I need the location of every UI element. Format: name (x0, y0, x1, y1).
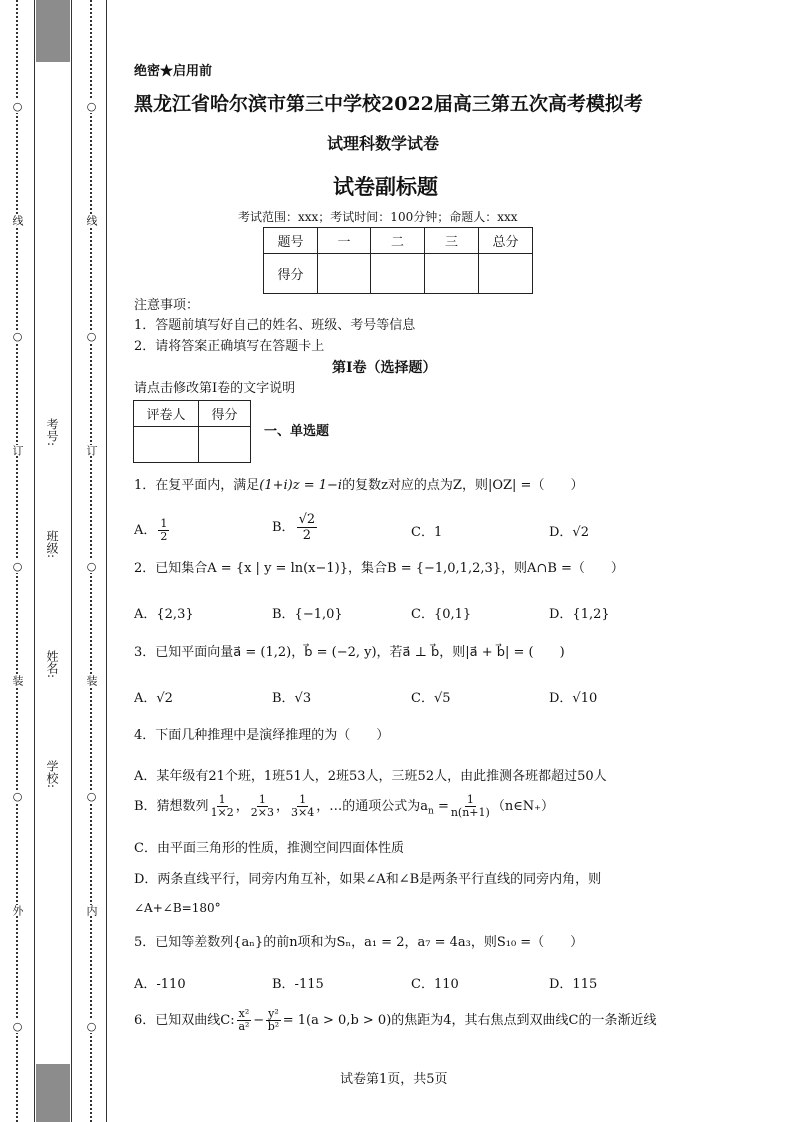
question-6: 6．已知双曲线C: $\frac{\text{x²}}{\text{a²}}$ − $\frac{\text{y²}}{\text{b²}}$ = 1(a > 0,b > 0)的焦距为4，其右焦点到双曲线C的一条渐近线 (134, 1007, 657, 1033)
cutline-label: 订 (85, 445, 98, 456)
q1-option-a[interactable]: A． $\frac{1}{2}$ (134, 517, 168, 543)
grader-label: 评卷人 (134, 401, 199, 427)
score-table-header: 题号 (264, 228, 318, 254)
q1-option-c[interactable]: C．1 (411, 525, 443, 540)
page-title: 黑龙江省哈尔滨市第三中学校2022届高三第五次高考模拟考 (134, 93, 643, 115)
page-footer: 试卷第1页，共5页 (340, 1072, 448, 1087)
q3-option-b[interactable]: B．√3 (272, 691, 312, 706)
grader-score-label: 得分 (199, 401, 251, 427)
cutline-label: 装 (85, 675, 98, 686)
cutline-label: ○ (11, 100, 24, 113)
grader-cell[interactable] (134, 427, 199, 463)
q1-option-d[interactable]: D．√2 (549, 525, 589, 540)
q4-option-b[interactable]: B．猜想数列 $\frac{1}{1\times 2}$ ， $\frac{1}{2\times 3}$ ， $\frac{1}{3\times 4}$ ，…的通项公式为$a_n$ = $\frac{1}{n(n+1)}$ （n∈N₊） (134, 793, 555, 819)
cutline-label: ○ (11, 330, 24, 343)
cutline-label: 线 (85, 215, 98, 226)
score-table-header: 二 (371, 228, 425, 254)
margin-border-right (71, 0, 72, 1122)
score-cell[interactable] (425, 254, 479, 294)
score-table-row-label: 得分 (264, 254, 318, 294)
question-1: 1．在复平面内，满足(1+i)z = 1−i的复数z对应的点为Z，则|OZ| =（ ） (134, 478, 584, 493)
score-table-header: 一 (318, 228, 371, 254)
q5-option-d[interactable]: D．115 (549, 977, 598, 992)
q5-option-c[interactable]: C．110 (411, 977, 459, 992)
cutline-label: ○ (85, 560, 98, 573)
field-class: 班级: (45, 530, 59, 559)
margin-gray-block-top (36, 0, 70, 62)
notice-item: 1．答题前填写好自己的姓名、班级、考号等信息 (134, 318, 416, 333)
score-table (263, 227, 533, 294)
question-5: 5．已知等差数列{aₙ}的前n项和为Sₙ，a₁ = 2，a₇ = 4a₃，则S₁₀ =（ ） (134, 935, 584, 950)
cutline-label: 线 (11, 215, 24, 226)
exam-info: 考试范围：xxx；考试时间：100分钟；命题人：xxx (238, 210, 518, 224)
q4-option-d[interactable]: D．两条直线平行，同旁内角互补，如果∠A和∠B是两条平行直线的同旁内角，则 (134, 872, 602, 887)
cutline-label: ○ (85, 100, 98, 113)
score-table-header: 总分 (479, 228, 533, 254)
page-subtitle: 试卷副标题 (333, 174, 438, 199)
cutline-label: ○ (11, 560, 24, 573)
cutline-label: ○ (85, 1020, 98, 1033)
q2-option-d[interactable]: D．{1,2} (549, 607, 610, 622)
cutline-label: ○ (85, 790, 98, 803)
part-title: 第I卷（选择题） (332, 360, 437, 376)
part-hint[interactable]: 请点击修改第I卷的文字说明 (134, 381, 296, 396)
q2-option-c[interactable]: C．{0,1} (411, 607, 472, 622)
q3-option-a[interactable]: A．√2 (134, 691, 173, 706)
score-table-header: 三 (425, 228, 479, 254)
page-border (106, 0, 107, 1122)
q4-option-a[interactable]: A．某年级有21个班，1班51人，2班53人，三班52人，由此推测各班都超过50人 (134, 769, 607, 784)
question-4: 4．下面几种推理中是演绎推理的为（ ） (134, 728, 390, 743)
cutline-label: 订 (11, 445, 24, 456)
field-name: 姓名: (45, 650, 59, 679)
q3-option-d[interactable]: D．√10 (549, 691, 598, 706)
q5-option-b[interactable]: B．-115 (272, 977, 324, 992)
notice-item: 2．请将答案正确填写在答题卡上 (134, 339, 325, 354)
score-cell[interactable] (479, 254, 533, 294)
score-cell[interactable] (371, 254, 425, 294)
q3-option-c[interactable]: C．√5 (411, 691, 451, 706)
field-school: 学校: (45, 760, 59, 789)
section-title: 一、单选题 (264, 424, 330, 439)
q4-option-c[interactable]: C．由平面三角形的性质，推测空间四面体性质 (134, 841, 404, 856)
question-3: 3．已知平面向量a⃗ = (1,2)，b⃗ = (−2, y)，若a⃗ ⊥ b⃗，则|a⃗ + b⃗| = ( ) (134, 645, 565, 660)
notice-title: 注意事项： (134, 298, 200, 313)
q4-option-d-cont: ∠A+∠B=180° (134, 901, 221, 915)
q2-option-a[interactable]: A．{2,3} (134, 607, 194, 622)
q5-option-a[interactable]: A．-110 (134, 977, 186, 992)
margin-border-left (34, 0, 35, 1122)
cutline-label: 装 (11, 675, 24, 686)
secret-label: 绝密★启用前 (134, 64, 213, 79)
score-cell[interactable] (318, 254, 371, 294)
cutline-label: 内 (85, 905, 98, 916)
field-exam-number: 考号: (45, 418, 59, 447)
question-2: 2．已知集合A = {x | y = ln(x−1)}，集合B = {−1,0,1,2,3}，则A∩B =（ ） (134, 561, 624, 576)
page-title-line2: 试理科数学试卷 (327, 134, 440, 153)
grader-table (133, 400, 251, 463)
q2-option-b[interactable]: B．{−1,0} (272, 607, 343, 622)
cutline-label: ○ (85, 330, 98, 343)
grader-cell[interactable] (199, 427, 251, 463)
margin-gray-block-bottom (36, 1064, 70, 1122)
cutline-label: 外 (11, 905, 24, 916)
cutline-label: ○ (11, 1020, 24, 1033)
q1-option-b[interactable]: B． $\frac{√2}{2}$ (272, 512, 316, 543)
cutline-label: ○ (11, 790, 24, 803)
